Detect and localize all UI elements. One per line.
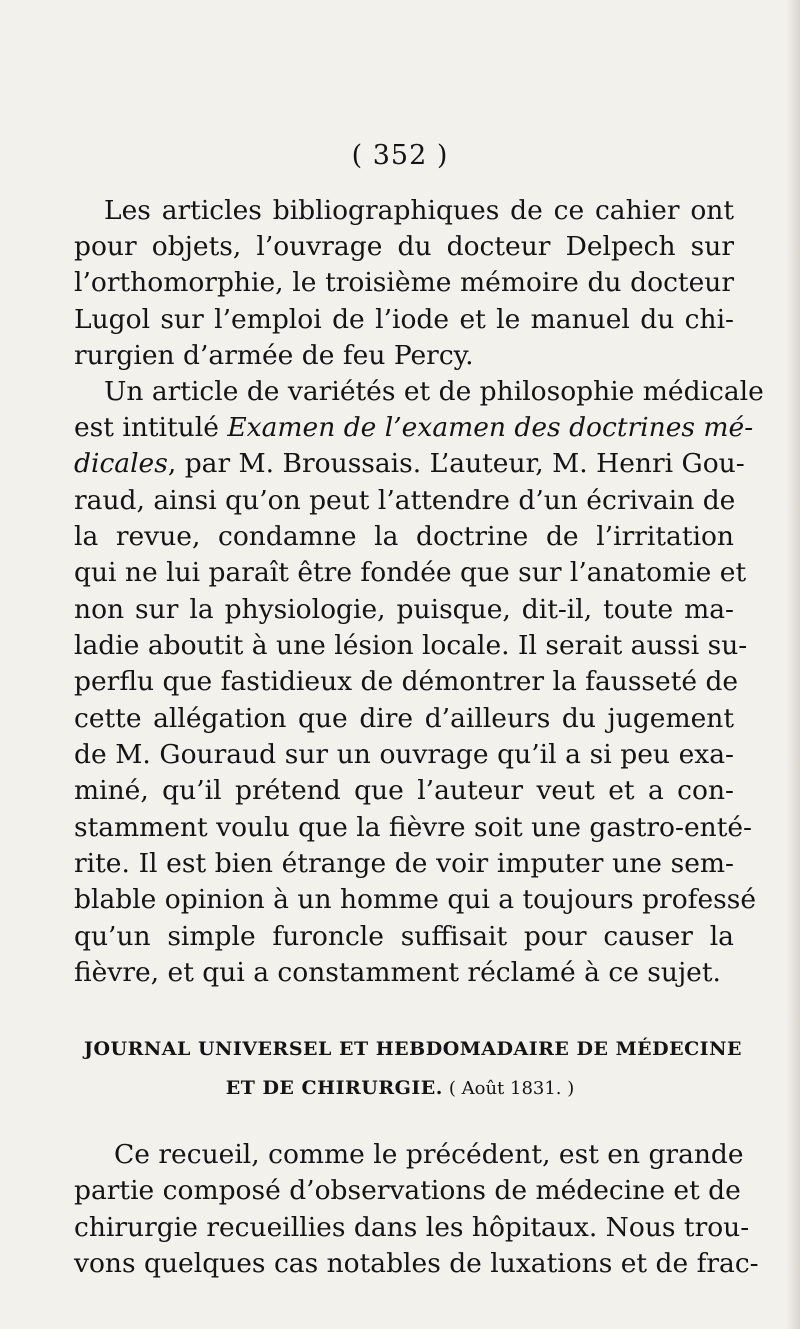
text-line: partie composé d’observations de médecine et de	[74, 1175, 741, 1206]
text-line: la revue, condamne la doctrine de l’irritation	[74, 521, 734, 552]
text-line: l’orthomorphie, le troisième mémoire du docteur	[74, 267, 734, 298]
section-subheading-title: ET DE CHIRURGIE.	[225, 1077, 443, 1099]
text-line: vons quelques cas notables de luxations et de frac-	[74, 1248, 759, 1279]
text-line: stamment voulu que la fièvre soit une gastro-enté-	[74, 812, 752, 843]
text-line: qui ne lui paraît être fondée que sur l’anatomie et	[74, 557, 747, 588]
text-line: rurgien d’armée de feu Percy.	[74, 340, 474, 371]
text-line: ladie aboutit à une lésion locale. Il serait aussi su-	[74, 630, 748, 661]
text-line: Un article de variétés et de philosophie médicale	[104, 376, 764, 407]
text-line: perflu que fastidieux de démontrer la fausseté de	[74, 666, 739, 697]
text-line	[74, 447, 745, 481]
text-line: fièvre, et qui a constamment réclamé à ce sujet.	[74, 957, 721, 988]
text-line: chirurgie recueillies dans les hôpitaux. Nous trou-	[74, 1212, 750, 1243]
text-line: pour objets, l’ouvrage du docteur Delpech sur	[74, 231, 734, 262]
text-line	[74, 411, 754, 445]
text-line: Les articles bibliographiques de ce cahier ont	[104, 195, 734, 226]
section-subheading	[0, 1077, 800, 1099]
text-line: non sur la physiologie, puisque, dit-il, toute ma-	[74, 594, 734, 625]
section-heading: JOURNAL UNIVERSEL ET HEBDOMADAIRE DE MÉDECINE	[84, 1038, 742, 1060]
book-title-italic: dicales	[74, 448, 168, 479]
text-line: raud, ainsi qu’on peut l’attendre d’un écrivain de	[74, 485, 736, 516]
text-line: cette allégation que dire d’ailleurs du jugement	[74, 703, 734, 734]
page-edge-shadow	[786, 0, 800, 1329]
text-line: blable opinion à un homme qui a toujours professé	[74, 884, 757, 915]
text-line: de M. Gouraud sur un ouvrage qu’il a si peu exa-	[74, 739, 734, 770]
text-line: Ce recueil, comme le précédent, est en grande	[114, 1139, 744, 1170]
section-date: ( Août 1831. )	[448, 1078, 575, 1099]
text-line: Lugol sur l’emploi de l’iode et le manuel du chi-	[74, 304, 734, 335]
text-run: , par M. Broussais. L’auteur, M. Henri Gou-	[167, 448, 745, 479]
text-line: rite. Il est bien étrange de voir imputer une sem-	[74, 848, 734, 879]
text-run: est intitulé	[74, 412, 228, 443]
book-title-italic: Examen de l’examen des doctrines mé-	[227, 412, 754, 443]
text-line: miné, qu’il prétend que l’auteur veut et a con-	[74, 775, 734, 806]
text-line: qu’un simple furoncle suffisait pour causer la	[74, 921, 734, 952]
page-number: ( 352 )	[351, 140, 449, 171]
